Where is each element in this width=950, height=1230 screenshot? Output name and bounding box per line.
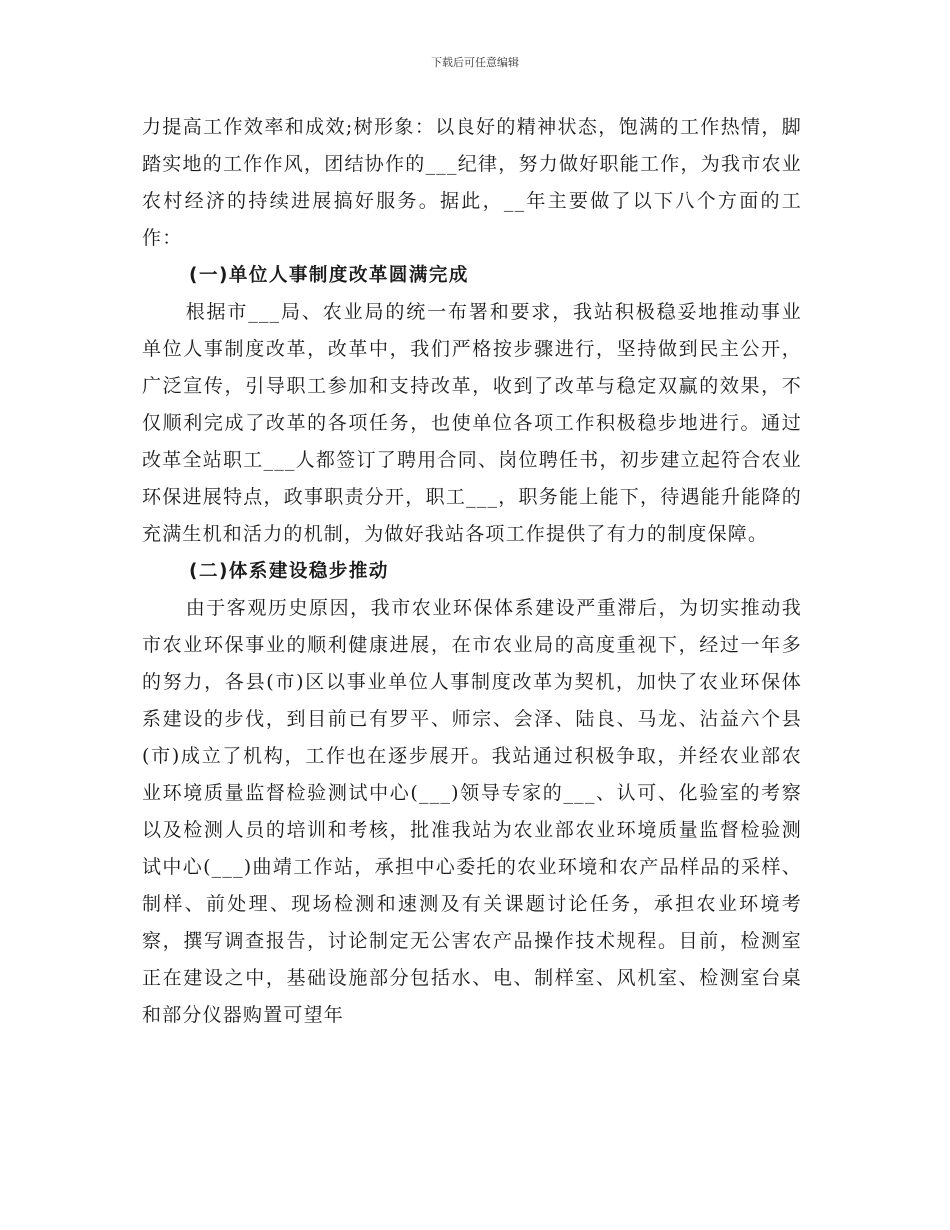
paragraph-intro: 力提高工作效率和成效;树形象：以良好的精神状态，饱满的工作热情，脚踏实地的工作作风，团结协作的___纪律，努力做好职能工作，为我市农业农村经济的持续进展搞好服务。据此，__年主要做了以下八个方面的工作：: [142, 116, 802, 249]
paragraph-section-1: 根据市___局、农业局的统一布署和要求，我站积极稳妥地推动事业单位人事制度改革，改革中，我们严格按步骤进行，坚持做到民主公开，广泛宣传，引导职工参加和支持改革，收到了改革与稳定双赢的效果，不仅顺利完成了改革的各项任务，也使单位各项工作积极稳步地进行。通过改革全站职工___人都签订了聘用合同、岗位聘任书，初步建立起符合农业环保进展特点，政事职责分开，职工___，职务能上能下，待遇能升能降的充满生机和活力的机制，为做好我站各项工作提供了有力的制度保障。: [142, 301, 802, 545]
document-body: [142, 109, 802, 1034]
header-note: 下载后可任意编辑: [431, 56, 519, 69]
paragraph-section-2: 由于客观历史原因，我市农业环保体系建设严重滞后，为切实推动我市农业环保事业的顺利健康进展，在市农业局的高度重视下，经过一年多的努力，各县(市)区以事业单位人事制度改革为契机，加快了农业环保体系建设的步伐，到目前已有罗平、师宗、会泽、陆良、马龙、沾益六个县(市)成立了机构，工作也在逐步展开。我站通过积极争取，并经农业部农业环境质量监督检验测试中心(___)领导专家的___、认可、化验室的考察以及检测人员的培训和考核，批准我站为农业部农业环境质量监督检验测试中心(___)曲靖工作站，承担中心委托的农业环境和农产品样品的采样、制样、前处理、现场检测和速测及有关课题讨论任务，承担农业环境考察，撰写调查报告，讨论制定无公害农产品操作技术规程。目前，检测室正在建设之中，基础设施部分包括水、电、制样室、风机室、检测室台桌和部分仪器购置可望年: [142, 597, 802, 1026]
section-heading-1: (一)单位人事制度改革圆满完成: [189, 265, 469, 286]
section-heading-2: (二)体系建设稳步推动: [189, 561, 389, 582]
